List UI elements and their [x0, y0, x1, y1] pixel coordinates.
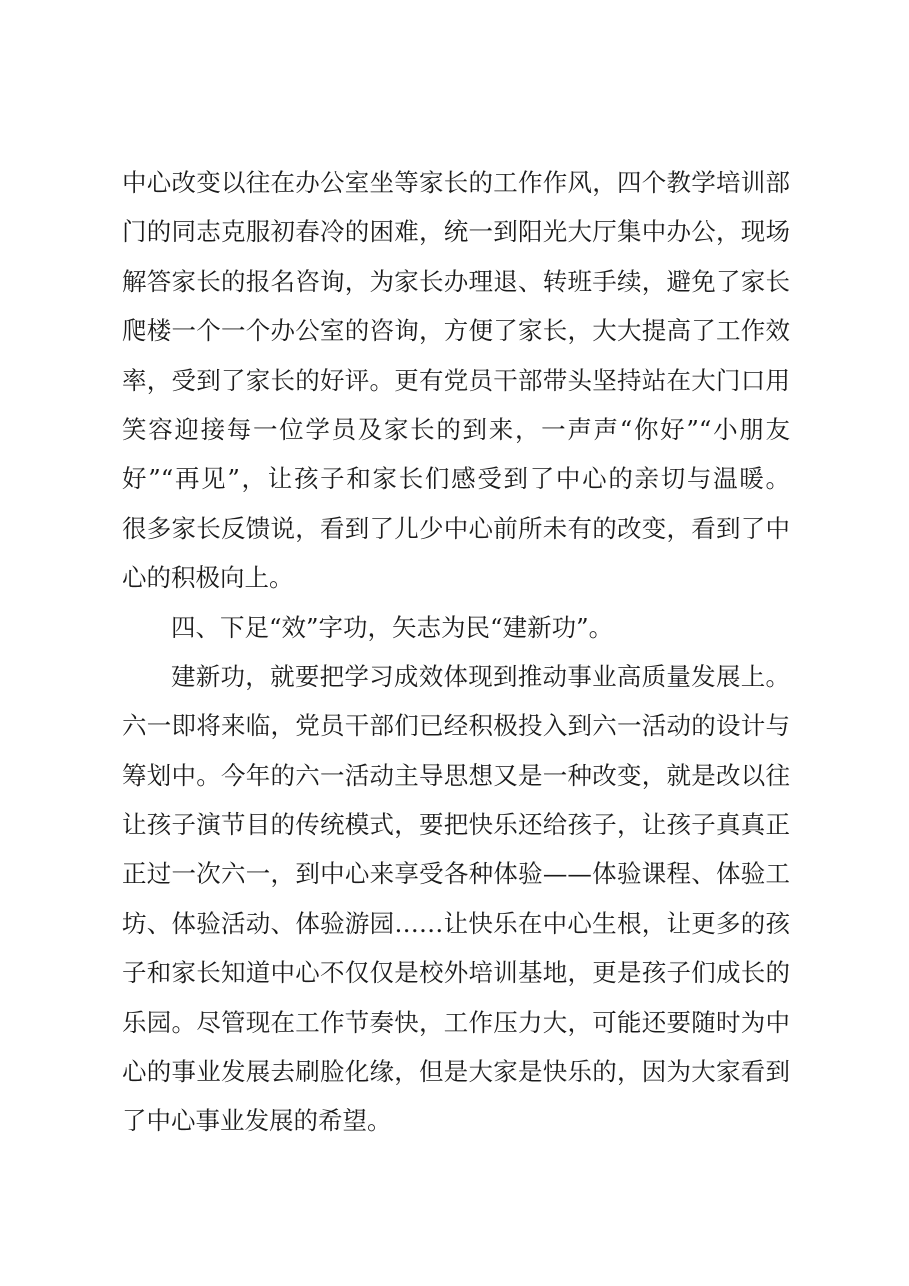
section-heading — [122, 603, 790, 652]
text-line: 建新功，就要把学习成效体现到推动事业高质量发展上。 — [171, 661, 790, 691]
paragraph-2 — [122, 652, 790, 1146]
text-line: 乐园。尽管现在工作节奏快，工作压力大，可能还要随时为中 — [122, 1007, 790, 1037]
heading-line: 四、下足“效”字功，矢志为民“建新功”。 — [171, 612, 614, 642]
text-line: 子和家长知道中心不仅仅是校外培训基地，更是孩子们成长的 — [122, 958, 790, 988]
text-line: 筹划中。今年的六一活动主导思想又是一种改变，就是改以往 — [122, 760, 790, 790]
text-line: 很多家长反馈说，看到了儿少中心前所未有的改变，看到了中 — [122, 513, 790, 543]
text-line: 笑容迎接每一位学员及家长的到来，一声声“你好”“小朋友 — [122, 414, 790, 444]
body-text — [122, 158, 790, 1146]
text-line: 率，受到了家长的好评。更有党员干部带头坚持站在大门口用 — [122, 365, 790, 395]
text-line: 门的同志克服初春冷的困难，统一到阳光大厅集中办公，现场 — [122, 217, 790, 247]
text-line: 了中心事业发展的希望。 — [122, 1106, 392, 1136]
text-line: 解答家长的报名咨询，为家长办理退、转班手续，避免了家长 — [122, 266, 790, 296]
text-line: 正过一次六一，到中心来享受各种体验——体验课程、体验工 — [122, 859, 790, 889]
text-line: 爬楼一个一个办公室的咨询，方便了家长，大大提高了工作效 — [122, 316, 790, 346]
text-line: 心的事业发展去刷脸化缘，但是大家是快乐的，因为大家看到 — [122, 1057, 790, 1087]
text-line: 让孩子演节目的传统模式，要把快乐还给孩子，让孩子真真正 — [122, 810, 790, 840]
paragraph-1 — [122, 158, 790, 603]
text-line: 心的积极向上。 — [122, 563, 294, 593]
text-line: 六一即将来临，党员干部们已经积极投入到六一活动的设计与 — [122, 711, 790, 741]
text-line: 好”“再见”，让孩子和家长们感受到了中心的亲切与温暖。 — [122, 464, 790, 494]
text-line: 中心改变以往在办公室坐等家长的工作作风，四个教学培训部 — [122, 168, 790, 197]
text-line: 坊、体验活动、体验游园……让快乐在中心生根，让更多的孩 — [122, 908, 790, 938]
